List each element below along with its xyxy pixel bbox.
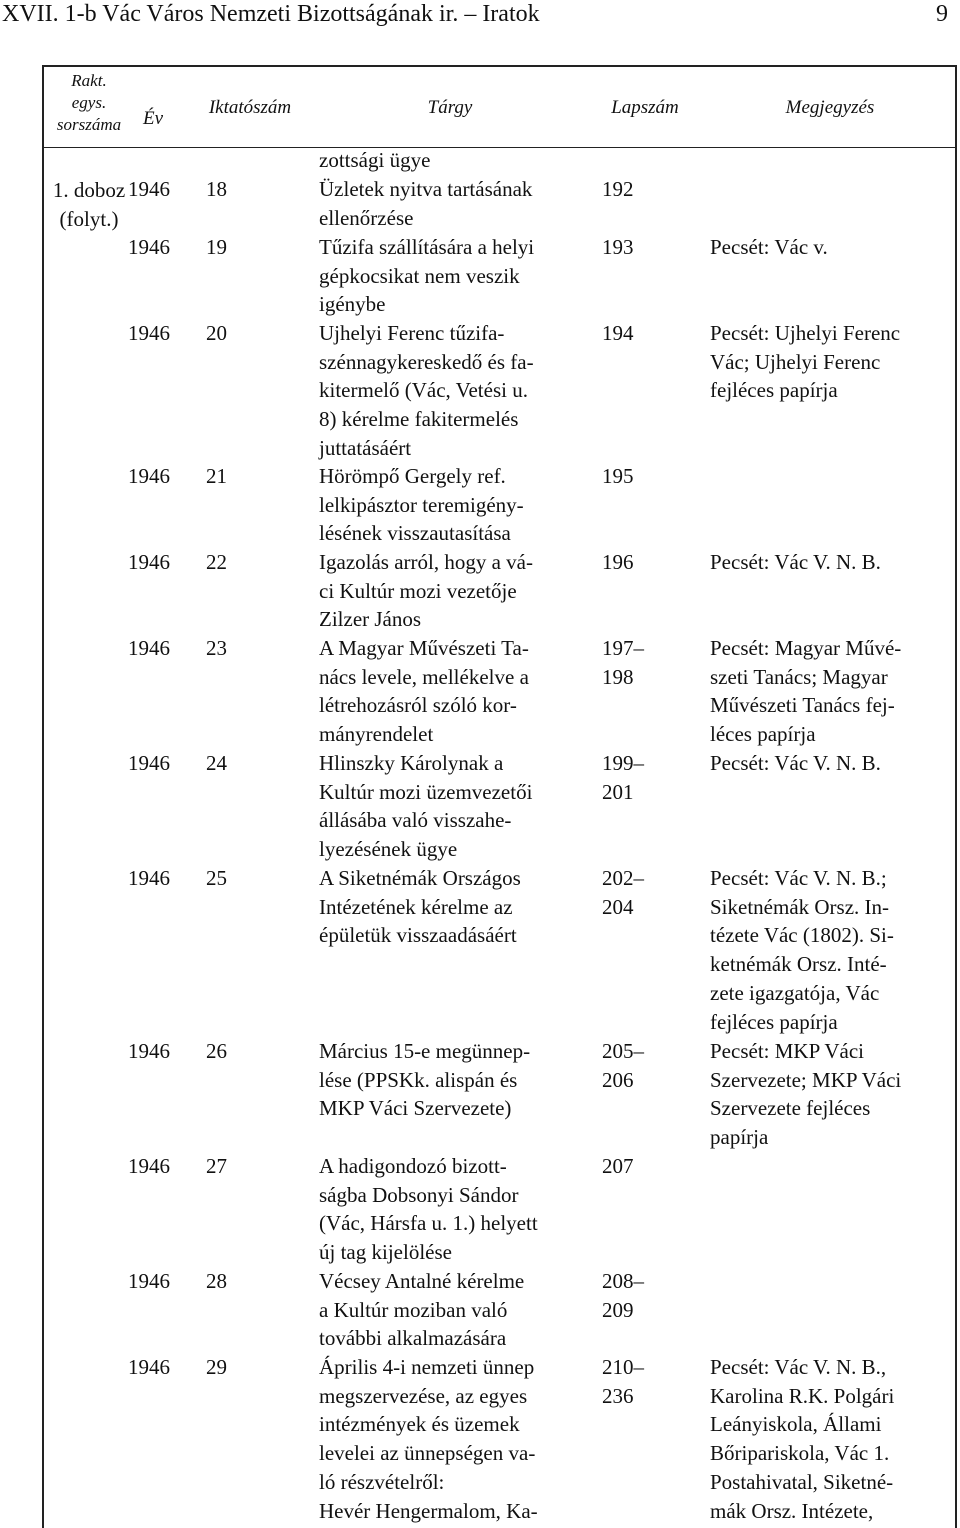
- subject-line: Vécsey Antalné kérelme: [319, 1269, 525, 1293]
- subject-line: megszervezése, az egyes: [319, 1383, 528, 1408]
- subject-line: juttatásáért: [319, 435, 412, 460]
- page-range-line: 202–: [602, 866, 644, 890]
- col-header-lapszam: Lapszám: [611, 97, 679, 118]
- subject-line: (Vác, Hársfa u. 1.) helyett: [319, 1211, 538, 1236]
- subject-line: ló részvételről:: [319, 1469, 445, 1494]
- col-header-ev: Év: [142, 108, 164, 129]
- remark-line: Pecsét: Vác V. N. B.,: [710, 1355, 887, 1379]
- remark-line: Pecsét: Vác v.: [710, 235, 828, 259]
- subject-line: Hörömpő Gergely ref.: [319, 464, 506, 488]
- year-cell: 1946: [128, 1039, 170, 1063]
- remark-line: Pecsét: Vác V. N. B.: [710, 751, 881, 775]
- year-cell: 1946: [128, 866, 170, 890]
- subject-line: épületük visszaadásáért: [319, 923, 517, 948]
- year-cell: 1946: [128, 1355, 170, 1379]
- remark-line: szeti Tanács; Magyar: [710, 664, 888, 689]
- remark-line: Karolina R.K. Polgári: [710, 1383, 895, 1408]
- file-number-cell: 26: [206, 1039, 227, 1063]
- page-range-line: 194: [602, 321, 634, 345]
- remark-line: Leányiskola, Állami: [710, 1412, 882, 1437]
- remark-line: Szervezete; MKP Váci: [710, 1067, 902, 1092]
- subject-line: levelei az ünnepségen va-: [319, 1441, 536, 1466]
- page-range-line: 198: [602, 664, 634, 689]
- remark-line: léces papírja: [710, 722, 816, 747]
- file-number-cell: 18: [206, 177, 227, 201]
- subject-line: új tag kijelölése: [319, 1240, 452, 1265]
- page-range-line: 192: [602, 177, 634, 201]
- subject-line: további alkalmazására: [319, 1326, 507, 1351]
- page-range-line: 204: [602, 894, 634, 919]
- subject-line: A hadigondozó bizott-: [319, 1154, 507, 1178]
- col-header-raktar-line: egys.: [71, 93, 107, 112]
- col-header-megjegyzes: Megjegyzés: [785, 97, 875, 118]
- remark-line: ketnémák Orsz. Inté-: [710, 952, 887, 977]
- document-title: XVII. 1-b Vác Város Nemzeti Bizottságának ir. – Iratok: [2, 1, 540, 27]
- subject-line: Kultúr mozi üzemvezetői: [319, 779, 533, 804]
- page-range-line: 208–: [602, 1269, 644, 1293]
- remark-line: Szervezete fejléces: [710, 1096, 871, 1121]
- file-number-cell: 21: [206, 464, 227, 488]
- page-range-line: 205–: [602, 1039, 644, 1063]
- subject-line: MKP Váci Szervezete): [319, 1096, 512, 1121]
- remark-line: fejléces papírja: [710, 1009, 838, 1034]
- box-number-line: 1. doboz: [52, 178, 126, 202]
- subject-line: lyezésének ügye: [319, 837, 458, 862]
- file-number-cell: 25: [206, 866, 227, 890]
- subject-line: lése (PPSKk. alispán és: [319, 1067, 518, 1092]
- year-cell: 1946: [128, 636, 170, 660]
- subject-line: állásába való visszahe-: [319, 808, 512, 833]
- subject-line: kitermelő (Vác, Vetési u.: [319, 378, 528, 403]
- remark-line: Művészeti Tanács fej-: [710, 693, 895, 718]
- subject-line: igénybe: [319, 292, 386, 317]
- subject-line: lelkipásztor teremigény-: [319, 492, 524, 517]
- remark-line: Pecsét: Vác V. N. B.;: [710, 866, 887, 890]
- page-range-line: 193: [602, 235, 634, 259]
- page-range-line: 207: [602, 1154, 634, 1178]
- col-header-raktar-line: sorszáma: [56, 115, 122, 134]
- year-cell: 1946: [128, 1154, 170, 1178]
- remark-line: Pecsét: Vác V. N. B.: [710, 550, 881, 574]
- subject-line: szénnagykereskedő és fa-: [319, 349, 534, 374]
- box-number-line: (folyt.): [59, 207, 119, 231]
- page-range-line: 199–: [602, 751, 644, 775]
- page-range-line: 196: [602, 550, 634, 574]
- page-range-line: 201: [602, 779, 634, 804]
- year-cell: 1946: [128, 1269, 170, 1293]
- subject-line: intézmények és üzemek: [319, 1412, 520, 1437]
- year-cell: 1946: [128, 550, 170, 574]
- subject-line: ci Kultúr mozi vezetője: [319, 578, 517, 603]
- remark-line: Vác; Ujhelyi Ferenc: [710, 349, 881, 374]
- subject-line: ságba Dobsonyi Sándor: [319, 1182, 519, 1207]
- file-number-cell: 19: [206, 235, 227, 259]
- page-range-line: 206: [602, 1067, 634, 1092]
- subject-line: A Siketnémák Országos: [319, 866, 521, 890]
- page-number: 9: [936, 1, 948, 27]
- box-number: [44, 176, 134, 234]
- file-number-cell: 29: [206, 1355, 227, 1379]
- page-range-line: 197–: [602, 636, 644, 660]
- remark-line: zete igazgatója, Vác: [710, 980, 880, 1005]
- subject-line: létrehozásról szóló kor-: [319, 693, 517, 718]
- subject-line: Tűzifa szállítására a helyi: [319, 235, 535, 259]
- table-header-divider: [42, 147, 957, 148]
- remark-line: Bőripariskola, Vác 1.: [710, 1441, 890, 1466]
- continued-subject: zottsági ügye: [319, 148, 431, 172]
- page-range-line: 210–: [602, 1355, 644, 1379]
- subject-line: mányrendelet: [319, 722, 434, 747]
- file-number-cell: 27: [206, 1154, 227, 1178]
- file-number-cell: 23: [206, 636, 227, 660]
- subject-line: 8) kérelme fakitermelés: [319, 407, 519, 432]
- remark-line: Pecsét: Magyar Művé-: [710, 636, 902, 660]
- col-header-targy: Tárgy: [427, 97, 473, 118]
- subject-line: Ujhelyi Ferenc tűzifa-: [319, 321, 505, 345]
- running-header: [0, 0, 960, 34]
- subject-line: Március 15-e megünnep-: [319, 1039, 531, 1063]
- year-cell: 1946: [128, 177, 170, 201]
- remark-line: tézete Vác (1802). Si-: [710, 923, 894, 948]
- subject-line: Hevér Hengermalom, Ka-: [319, 1498, 538, 1523]
- file-number-cell: 20: [206, 321, 227, 345]
- subject-line: Üzletek nyitva tartásának: [319, 177, 533, 201]
- remark-line: fejléces papírja: [710, 378, 838, 403]
- remark-line: Pecsét: Ujhelyi Ferenc: [710, 321, 901, 345]
- subject-line: Hlinszky Károlynak a: [319, 751, 504, 775]
- subject-line: A Magyar Művészeti Ta-: [319, 636, 529, 660]
- file-number-cell: 22: [206, 550, 227, 574]
- subject-line: ellenőrzése: [319, 205, 414, 230]
- year-cell: 1946: [128, 235, 170, 259]
- page-range-line: 236: [602, 1383, 634, 1408]
- file-number-cell: 28: [206, 1269, 227, 1293]
- page-range-line: 209: [602, 1297, 634, 1322]
- subject-line: Zilzer János: [319, 607, 422, 632]
- subject-line: Április 4-i nemzeti ünnep: [319, 1355, 535, 1379]
- year-cell: 1946: [128, 464, 170, 488]
- subject-line: Intézetének kérelme az: [319, 894, 513, 919]
- page-range-line: 195: [602, 464, 634, 488]
- remark-line: mák Orsz. Intézete,: [710, 1498, 874, 1523]
- subject-line: Igazolás arról, hogy a vá-: [319, 550, 533, 574]
- remark-line: Pecsét: MKP Váci: [710, 1039, 864, 1063]
- year-cell: 1946: [128, 321, 170, 345]
- remark-line: papírja: [710, 1125, 769, 1150]
- col-header-raktar-line: Rakt.: [71, 71, 107, 90]
- subject-line: a Kultúr moziban való: [319, 1297, 508, 1322]
- subject-line: nács levele, mellékelve a: [319, 664, 529, 689]
- subject-line: gépkocsikat nem veszik: [319, 263, 520, 288]
- col-header-iktatoszam: Iktatószám: [208, 97, 292, 118]
- year-cell: 1946: [128, 751, 170, 775]
- file-number-cell: 24: [206, 751, 227, 775]
- remark-line: Siketnémák Orsz. In-: [710, 894, 890, 919]
- remark-line: Postahivatal, Siketné-: [710, 1469, 894, 1494]
- subject-line: lésének visszautasítása: [319, 521, 511, 546]
- col-header-raktar: [44, 70, 134, 136]
